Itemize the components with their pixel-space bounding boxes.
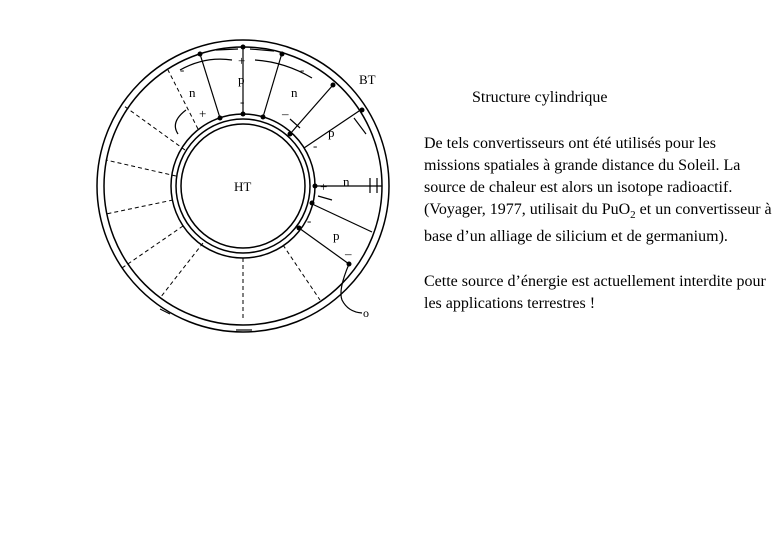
p-label-top: p <box>238 72 245 87</box>
paragraph1-text-end: et un convertisseur à base d’un alliage de silicium et de germanium). <box>424 201 772 246</box>
minus-top-right: - <box>300 62 305 77</box>
plus-left: + <box>199 106 207 121</box>
minus-right-top: – <box>282 106 289 121</box>
minus-bottom-right: – <box>345 246 352 261</box>
n-label-top-left: n <box>189 85 196 100</box>
paragraph-description <box>424 133 774 248</box>
minus-center: - <box>240 94 245 109</box>
paragraph1-text: De tels convertisseurs ont été utilisés pour les missions spatiales à grande distance du Soleil. La source de chaleur est alors un isotope radioactif. (Voyager, 1977, utilisait du PuO <box>424 135 741 218</box>
paragraph-warning: Cette source d’énergie est actuellement interdite pour les applications terrestres ! <box>424 273 766 312</box>
plus-right: + <box>320 179 328 194</box>
plus-top: + <box>238 53 246 68</box>
p-label-lower-right: p <box>333 228 340 243</box>
paragraph1-subscript: 2 <box>630 209 636 222</box>
n-label-top-right: n <box>291 85 298 100</box>
minus-top-left: - <box>180 62 185 77</box>
input-wire <box>175 110 186 134</box>
bt-label: BT <box>359 72 376 87</box>
p-label-right: p <box>328 125 335 140</box>
minus-lower-right: - <box>307 213 312 228</box>
output-label: o <box>363 306 369 320</box>
title: Structure cylindrique <box>472 89 608 106</box>
output-wire <box>341 264 362 313</box>
ht-label: HT <box>234 179 252 194</box>
leg-boundaries-solid <box>200 47 382 264</box>
minus-right-mid: - <box>313 138 318 153</box>
n-label-right: n <box>343 174 350 189</box>
